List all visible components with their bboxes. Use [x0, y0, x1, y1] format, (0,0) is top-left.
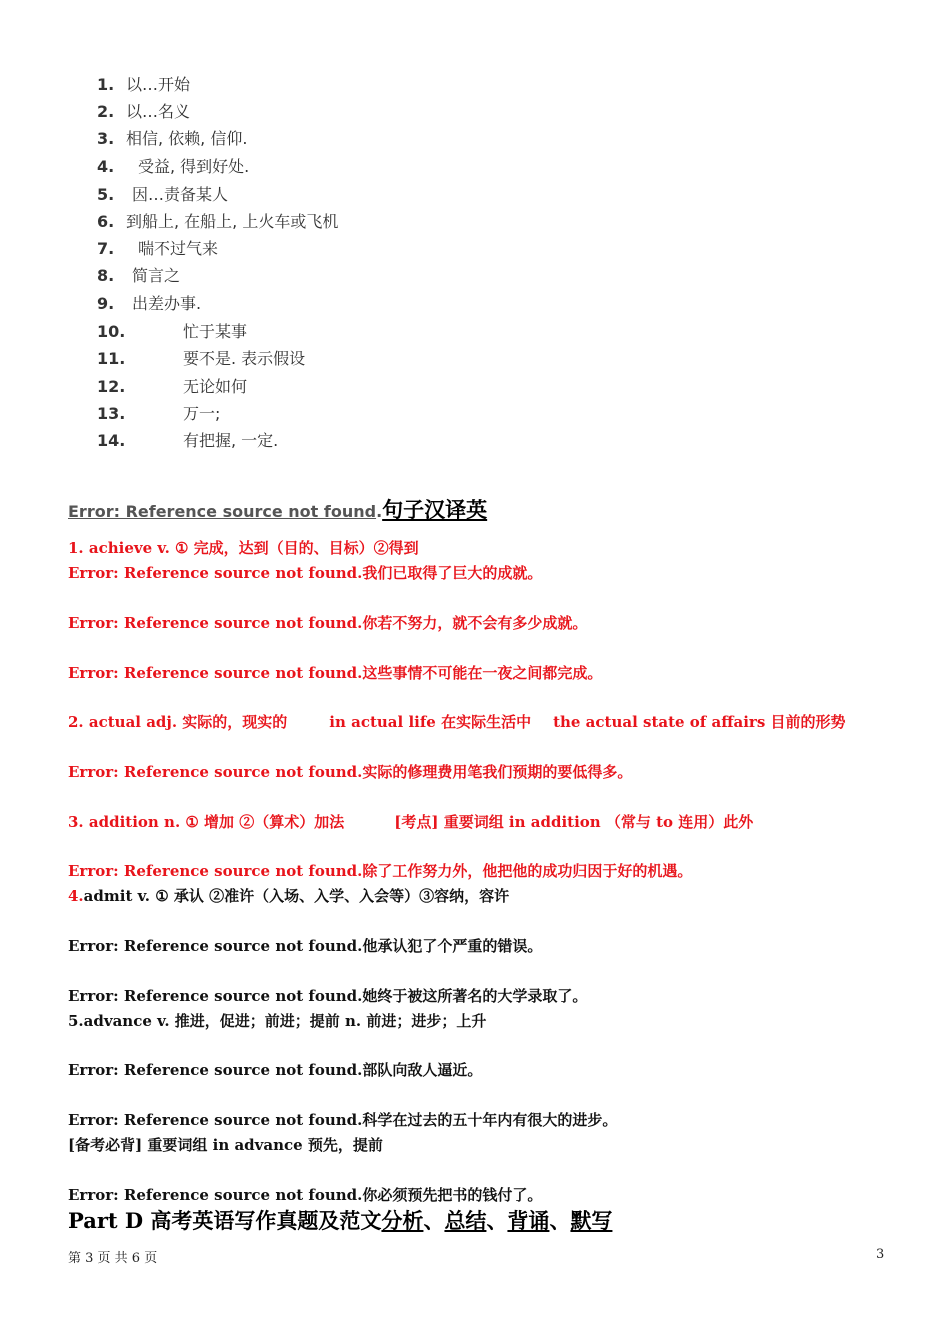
reference-error: Error: Reference source not found.: [68, 664, 363, 682]
list-item: 1. 以…开始: [97, 75, 191, 94]
reference-error: Error: Reference source not found.: [68, 937, 363, 955]
list-item: 3. 相信, 依赖, 信仰.: [97, 129, 248, 148]
list-item: 2. 以…名义: [97, 102, 191, 121]
list-item: 12. 无论如何: [97, 377, 248, 396]
vocab-entry-advance: 5.advance v. 推进，促进；前进；提前 n. 前进；进步；上升: [68, 1012, 487, 1030]
sentence-line: Error: Reference source not found.我们已取得了巨大的成就。: [68, 564, 543, 582]
reference-error: Error: Reference source not found.: [68, 614, 363, 632]
list-item: 4. 受益, 得到好处.: [97, 157, 250, 176]
reference-error: Error: Reference source not found.: [68, 1111, 363, 1129]
list-item: 6. 到船上, 在船上, 上火车或飞机: [97, 212, 339, 231]
sentence-line: Error: Reference source not found.她终于被这所著名的大学录取了。: [68, 987, 588, 1005]
reference-error: Error: Reference source not found.: [68, 564, 363, 582]
list-item: 13. 万一;: [97, 404, 221, 423]
section-title: 句子汉译英: [382, 497, 488, 522]
list-item: 10. 忙于某事: [97, 322, 248, 341]
part-d-heading: Part D 高考英语写作真题及范文分析、总结、背诵、默写: [68, 1208, 613, 1233]
reference-error: Error: Reference source not found.: [68, 763, 363, 781]
page-number: 3: [876, 1247, 885, 1262]
list-item: 8. 简言之: [97, 266, 181, 285]
vocab-entry-admit: 4.admit v. ① 承认 ②准许（入场、入学、入会等）③容纳，容许: [68, 887, 510, 905]
sentence-line: Error: Reference source not found.部队向敌人逼近。: [68, 1061, 483, 1079]
reference-error: Error: Reference source not found.: [68, 987, 363, 1005]
reference-error-link[interactable]: Error: Reference source not found: [68, 502, 377, 521]
sentence-line: Error: Reference source not found.他承认犯了个严重的错误。: [68, 937, 543, 955]
page-footer-count: 第 3 页 共 6 页: [68, 1251, 158, 1266]
reference-error: Error: Reference source not found.: [68, 1186, 363, 1204]
reference-error: Error: Reference source not found.: [68, 862, 363, 880]
sentence-line: Error: Reference source not found.这些事情不可能在一夜之间都完成。: [68, 664, 603, 682]
vocab-entry-achieve: 1. achieve v. ① 完成，达到（目的、目标）②得到: [68, 539, 419, 557]
sentence-line: Error: Reference source not found.实际的修理费用笔我们预期的要低得多。: [68, 763, 633, 781]
vocab-entry-addition: 3. addition n. ① 增加 ②（算术）加法 [考点] 重要词组 in addition （常与 to 连用）此外: [68, 813, 754, 831]
reference-error: Error: Reference source not found.: [68, 1061, 363, 1079]
list-item: 7. 喘不过气来: [97, 239, 219, 258]
list-item: 11. 要不是. 表示假设: [97, 349, 306, 368]
vocab-entry-actual: 2. actual adj. 实际的，现实的 in actual life 在实际生活中 the actual state of affairs 目前的形势: [68, 713, 846, 731]
section-heading: Error: Reference source not found.句子汉译英: [68, 497, 488, 522]
list-item: 9. 出差办事.: [97, 294, 202, 313]
sentence-line: Error: Reference source not found.你必须预先把书的钱付了。: [68, 1186, 543, 1204]
sentence-line: Error: Reference source not found.你若不努力，就不会有多少成就。: [68, 614, 588, 632]
sentence-line: Error: Reference source not found.除了工作努力外，他把他的成功归因于好的机遇。: [68, 862, 693, 880]
sentence-line: Error: Reference source not found.科学在过去的五十年内有很大的进步。: [68, 1111, 618, 1129]
exam-note: [备考必背] 重要词组 in advance 预先，提前: [68, 1136, 383, 1154]
list-item: 14. 有把握, 一定.: [97, 431, 279, 450]
list-item: 5. 因…责备某人: [97, 185, 229, 204]
